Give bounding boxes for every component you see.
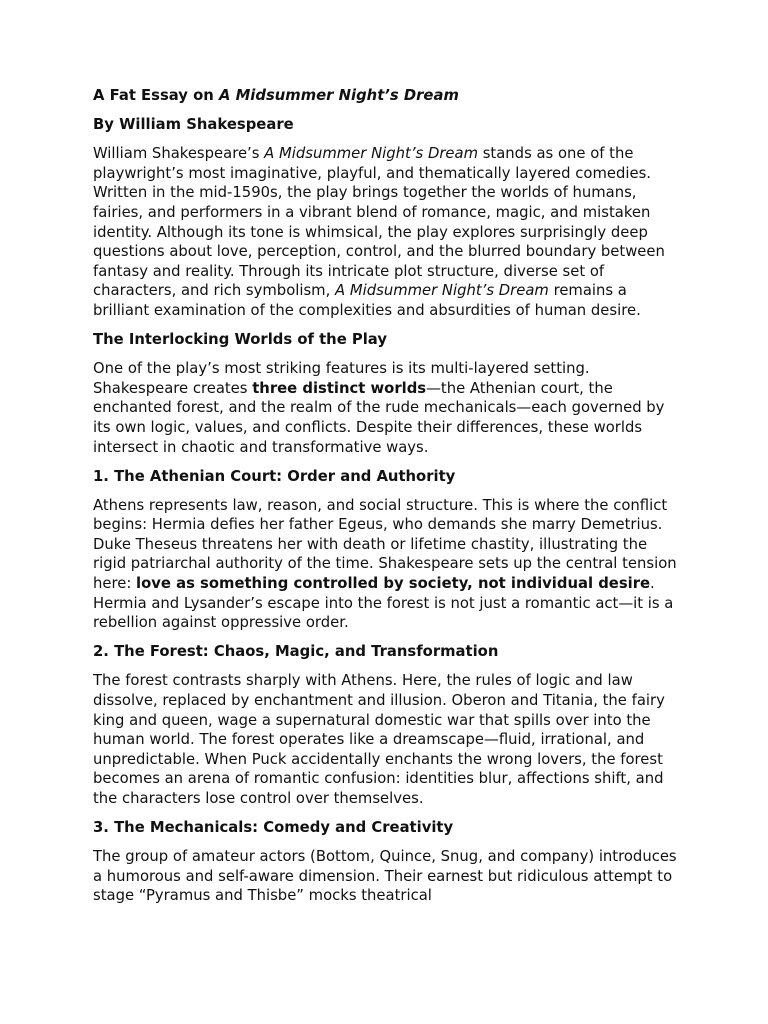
intro-text-1: William Shakespeare’s [93, 145, 265, 163]
worlds-text-1: One of the play’s most striking features is its multi-layered setting. Shakespeare creates [93, 360, 590, 397]
document-page [93, 86, 683, 915]
byline: By William Shakespeare [93, 116, 294, 134]
section-heading-mechanicals: 3. The Mechanicals: Comedy and Creativity [93, 819, 454, 837]
intro-text-3: remains a brilliant examination of the complexities and absurdities of human desire. [93, 282, 641, 319]
athenian-court-paragraph [93, 496, 683, 633]
athens-text-1: Athens represents law, reason, and social structure. This is where the conflict begins: Hermia defies her father Egeus, who demands she marry Demetrius. Duke Theseus threatens her with death or lifetime chastity, illustrating the rigid patriarchal authority of the time. Shakespeare sets up the central tension here: [93, 496, 677, 593]
forest-paragraph: The forest contrasts sharply with Athens. Here, the rules of logic and law dissolve, replaced by enchantment and illusion. Oberon and Titania, the fairy king and queen, wage a supernatural domestic war that spills over into the human world. The forest operates like a dreamscape—fluid, irrational, and unpredictable. When Puck accidentally enchants the wrong lovers, the forest becomes an arena of romantic confusion: identities blur, affections shift, and the characters lose control over themselves. [93, 672, 665, 807]
section-heading-worlds: The Interlocking Worlds of the Play [93, 331, 387, 349]
athens-text-2: . Hermia and Lysander’s escape into the forest is not just a romantic act—it is a rebellion against oppressive order. [93, 575, 674, 632]
title-play-name: A Midsummer Night’s Dream [218, 87, 459, 104]
essay-title [93, 86, 683, 106]
section-heading-athenian-court: 1. The Athenian Court: Order and Authority [93, 467, 456, 485]
intro-play-title-2: A Midsummer Night’s Dream [335, 282, 549, 300]
worlds-text-2: —the Athenian court, the enchanted forest, and the realm of the rude mechanicals—each governed by its own logic, values, and conflicts. Despite their differences, these worlds intersect in chaotic and transformative ways. [93, 379, 665, 456]
mechanicals-paragraph: The group of amateur actors (Bottom, Quince, Snug, and company) introduces a humorous and self-aware dimension. Their earnest but ridiculous attempt to stage “Pyramus and Thisbe” mocks theatrical [93, 848, 677, 905]
worlds-emphasis: three distinct worlds [252, 379, 427, 397]
intro-play-title-1: A Midsummer Night’s Dream [264, 145, 479, 163]
section-heading-forest: 2. The Forest: Chaos, Magic, and Transformation [93, 643, 499, 661]
intro-text-2: stands as one of the playwright’s most imaginative, playful, and thematically layered comedies. Written in the mid-1590s, the play brings together the worlds of humans, fairies, and performers in a vibrant blend of romance, magic, and mistaken identity. Although its tone is whimsical, the play explores surprisingly deep questions about love, perception, control, and the blurred boundary between fantasy and reality. Through its intricate plot structure, diverse set of characters, and rich symbolism, [93, 145, 665, 300]
worlds-paragraph [93, 359, 683, 457]
intro-paragraph [93, 144, 683, 320]
athens-emphasis: love as something controlled by society, not individual desire [136, 575, 651, 593]
title-prefix: A Fat Essay on [93, 87, 219, 104]
